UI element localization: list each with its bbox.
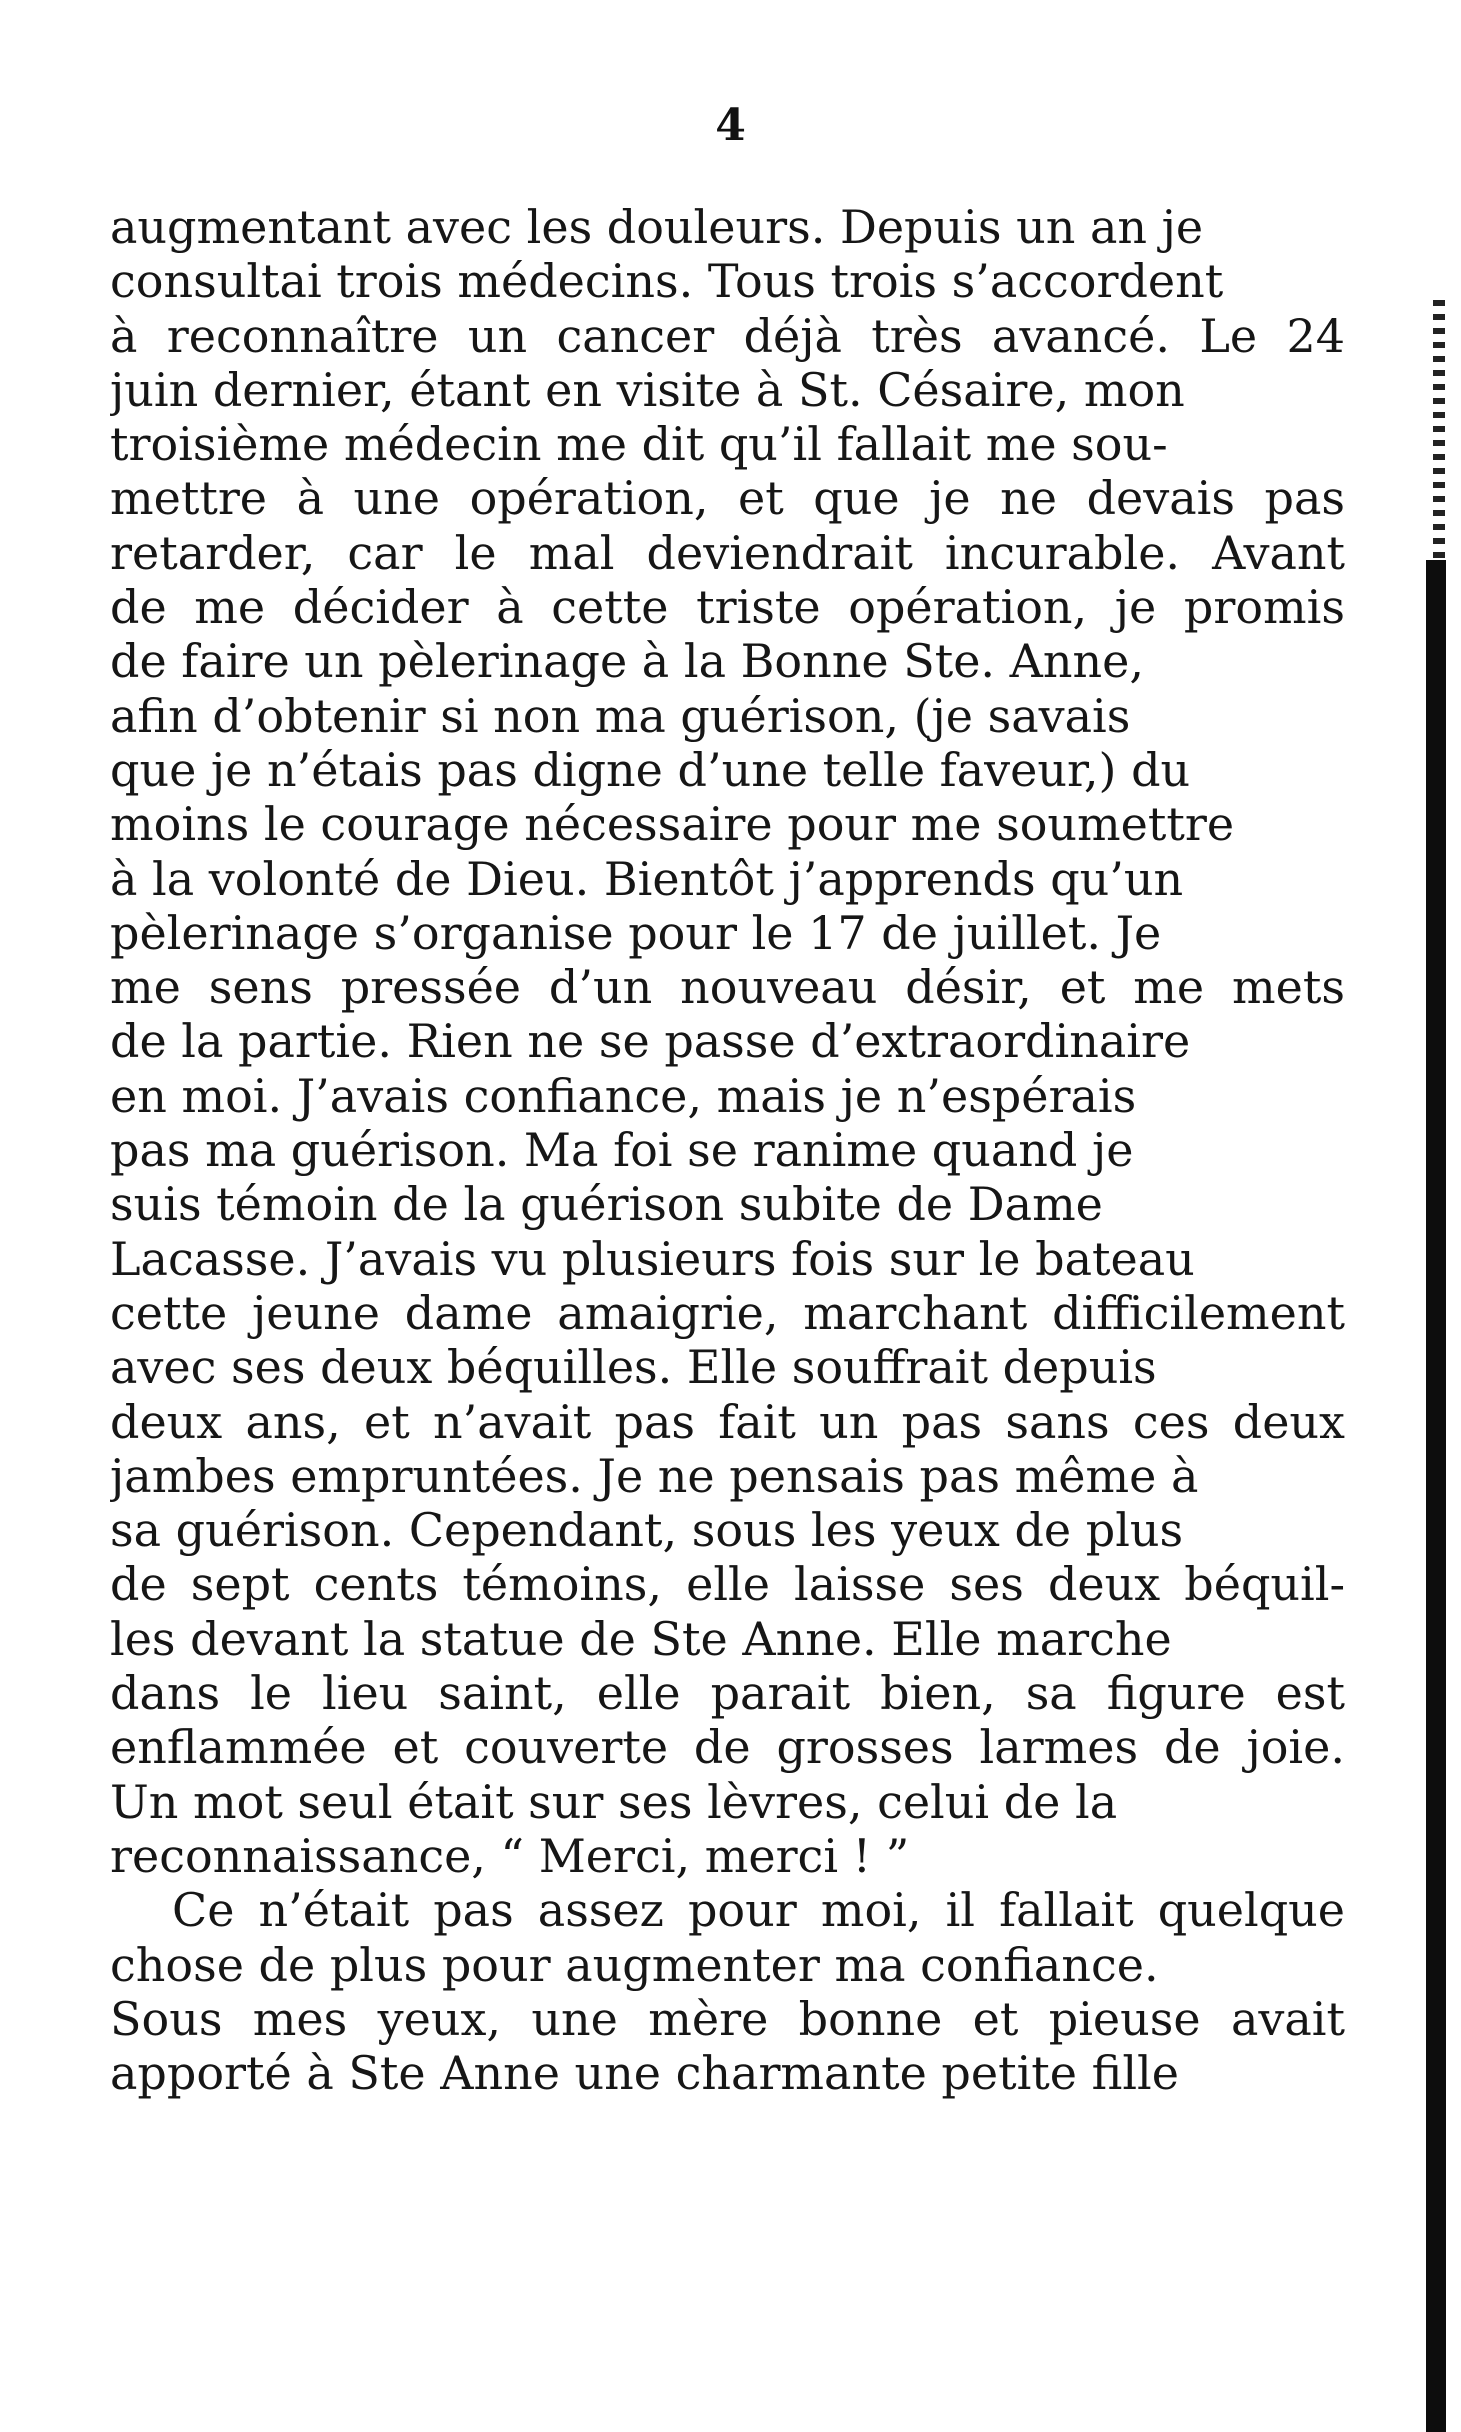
text-line: à la volonté de Dieu. Bientôt j’apprends qu’un (110, 851, 1184, 906)
text-line: Lacasse. J’avais vu plusieurs fois sur le bateau (110, 1231, 1195, 1286)
text-line: augmentant avec les douleurs. Depuis un an je (110, 200, 1204, 254)
text-line: retarder, car le mal deviendrait incurable. Avant (110, 525, 1345, 580)
text-line: de la partie. Rien ne se passe d’extraordinaire (110, 1014, 1191, 1069)
page-edge-shadow (1426, 560, 1446, 2432)
text-line: Ce n’était pas assez pour moi, il fallait quelque (172, 1883, 1345, 1938)
text-line: pèlerinage s’organise pour le 17 de juillet. Je (110, 905, 1162, 960)
text-line: suis témoin de la guérison subite de Dame (110, 1177, 1103, 1232)
text-line: apporté à Ste Anne une charmante petite fille (110, 2046, 1179, 2101)
text-line: Sous mes yeux, une mère bonne et pieuse avait (110, 1991, 1345, 2046)
text-line: dans le lieu saint, elle parait bien, sa figure est (110, 1666, 1345, 1721)
page-edge-shadow (1433, 300, 1445, 560)
text-line: me sens pressée d’un nouveau désir, et me mets (110, 960, 1345, 1015)
text-line: mettre à une opération, et que je ne devais pas (110, 471, 1345, 526)
text-line: afin d’obtenir si non ma guérison, (je savais (110, 688, 1131, 743)
text-line: juin dernier, étant en visite à St. Césaire, mon (110, 362, 1185, 417)
text-line: pas ma guérison. Ma foi se ranime quand je (110, 1123, 1134, 1178)
text-line: consultai trois médecins. Tous trois s’accordent (110, 254, 1224, 309)
text-line: en moi. J’avais confiance, mais je n’espérais (110, 1068, 1137, 1123)
text-line: les devant la statue de Ste Anne. Elle marche (110, 1611, 1172, 1666)
text-line: à reconnaître un cancer déjà très avancé. Le 24 (110, 308, 1345, 363)
text-line: moins le courage nécessaire pour me soumettre (110, 797, 1235, 852)
text-line: deux ans, et n’avait pas fait un pas sans ces deux (110, 1394, 1345, 1449)
text-line: de faire un pèlerinage à la Bonne Ste. Anne, (110, 634, 1144, 689)
page-number: 4 (715, 100, 746, 151)
text-line: Un mot seul était sur ses lèvres, celui de la (110, 1774, 1118, 1829)
text-line: jambes empruntées. Je ne pensais pas même à (110, 1448, 1199, 1503)
text-line: avec ses deux béquilles. Elle souffrait depuis (110, 1340, 1157, 1395)
text-line: sa guérison. Cependant, sous les yeux de plus (110, 1503, 1184, 1558)
text-line: que je n’étais pas digne d’une telle faveur,) du (110, 742, 1191, 797)
body-text (110, 200, 1345, 2100)
text-line: de me décider à cette triste opération, je promis (110, 580, 1345, 635)
text-line: troisième médecin me dit qu’il fallait me sou- (110, 417, 1168, 472)
text-line: chose de plus pour augmenter ma confiance. (110, 1937, 1159, 1992)
text-line: cette jeune dame amaigrie, marchant difficilement (110, 1285, 1345, 1340)
text-line: enflammée et couverte de grosses larmes de joie. (110, 1720, 1345, 1775)
text-line: de sept cents témoins, elle laisse ses deux béquil- (110, 1557, 1345, 1612)
text-line: reconnaissance, “ Merci, merci ! ” (110, 1828, 910, 1883)
